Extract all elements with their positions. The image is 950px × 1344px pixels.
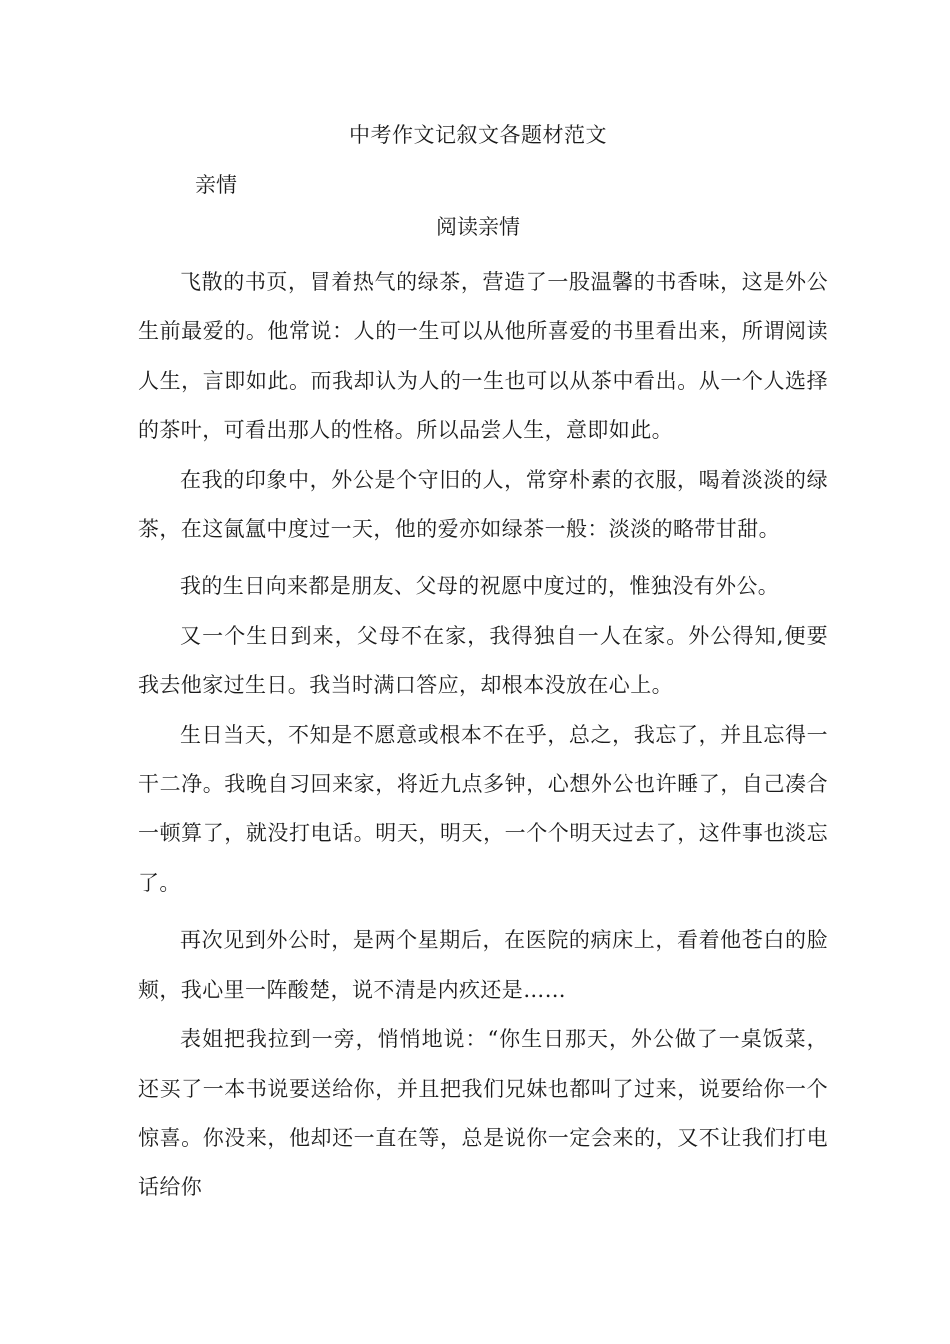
paragraph: 飞散的书页，冒着热气的绿茶，营造了一股温馨的书香味，这是外公生前最爱的。他常说：人的一生可以从他所喜爱的书里看出来，所谓阅读人生，言即如此。而我却认为人的一生也可以从茶中看出。从一个人选择的茶叶，可看出那人的性格。所以品尝人生，意即如此。 — [138, 270, 828, 443]
paragraph: 在我的印象中，外公是个守旧的人，常穿朴素的衣服，喝着淡淡的绿茶，在这氤氲中度过一天，他的爱亦如绿茶一般：淡淡的略带甘甜。 — [138, 467, 828, 542]
paragraph: 我的生日向来都是朋友、父母的祝愿中度过的，惟独没有外公。 — [180, 574, 780, 599]
paragraph: 又一个生日到来，父母不在家，我得独自一人在家。外公得知,便要我去他家过生日。我当时满口答应，却根本没放在心上。 — [138, 623, 828, 698]
paragraph: 表姐把我拉到一旁，悄悄地说：“你生日那天，外公做了一桌饭菜，还买了一本书说要送给你，并且把我们兄妹也都叫了过来，说要给你一个惊喜。你没来，他却还一直在等，总是说你一定会来的，又不让我们打电话给你 — [138, 1027, 828, 1200]
essay-title: 阅读亲情 — [436, 215, 520, 239]
essay-body — [138, 258, 828, 1213]
section-label: 亲情 — [195, 173, 237, 197]
document-title: 中考作文记叙文各题材范文 — [349, 123, 607, 147]
paragraph: 再次见到外公时，是两个星期后，在医院的病床上，看着他苍白的脸颊，我心里一阵酸楚，说不清是内疚还是…… — [138, 928, 828, 1002]
paragraph: 生日当天，不知是不愿意或根本不在乎，总之，我忘了，并且忘得一干二净。我晚自习回来家，将近九点多钟，心想外公也许睡了，自己凑合一顿算了，就没打电话。明天，明天，一个个明天过去了，这件事也淡忘了。 — [138, 722, 828, 895]
